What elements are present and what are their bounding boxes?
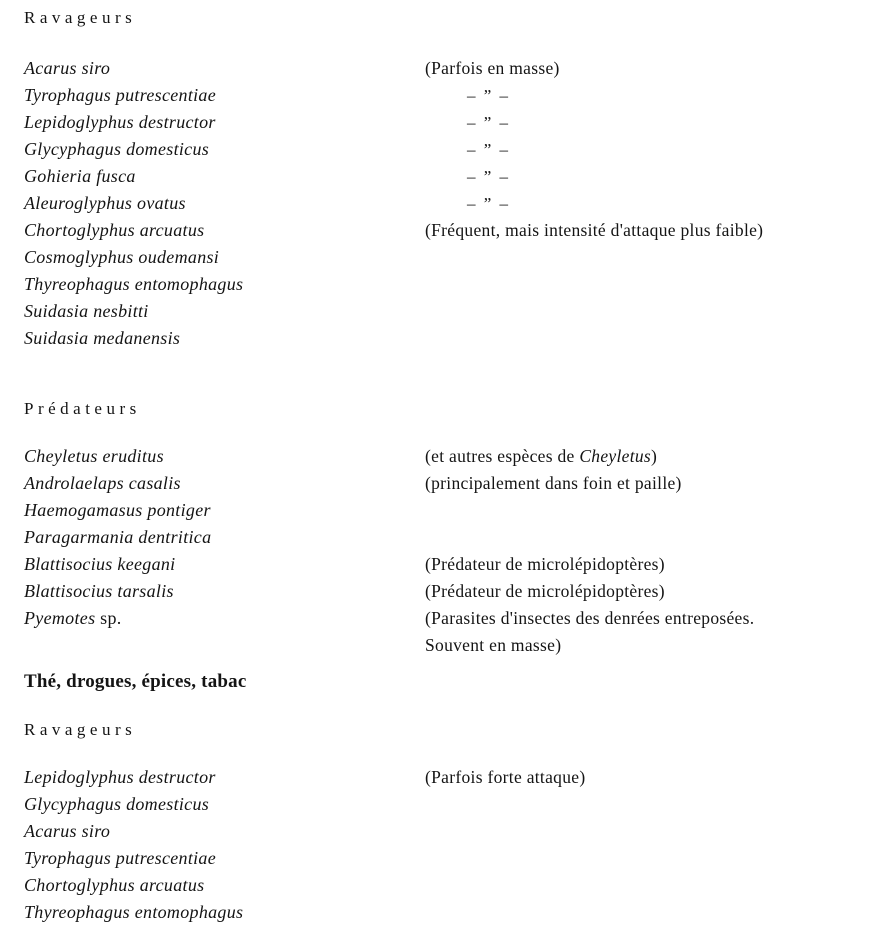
species-row [24,470,858,497]
section-header-ravageurs-2: Ravageurs [24,720,137,739]
species-name: Chortoglyphus arcuatus [24,875,205,895]
species-name: Aleuroglyphus ovatus [24,193,186,213]
species-name: Acarus siro [24,821,111,841]
species-row [24,551,858,578]
species-row [24,497,858,524]
section-header-ravageurs-1: Ravageurs [24,8,137,27]
species-row [24,443,858,470]
species-row [24,217,858,244]
species-note: (Parfois forte attaque) [425,767,586,787]
species-row [24,325,858,352]
species-name: Thyreophagus entomophagus [24,902,244,922]
species-name: Lepidoglyphus destructor [24,767,216,787]
species-name: Blattisocius keegani [24,554,176,574]
species-name: Haemogamasus pontiger [24,500,211,520]
commodity-header-the-drogues-epices-tabac: Thé, drogues, épices, tabac [24,671,247,692]
species-row [24,899,858,926]
section-header-predateurs: Prédateurs [24,399,141,418]
species-name: Acarus siro [24,58,111,78]
species-genus-italic: Pyemotes [24,608,96,628]
species-row [24,271,858,298]
species-row [24,82,858,109]
species-name: Cheyletus eruditus [24,446,164,466]
species-row [24,578,858,605]
species-name: Androlaelaps casalis [24,473,181,493]
species-row [24,109,858,136]
species-row [24,190,858,217]
note-italic-genus: Cheyletus [579,446,652,466]
note-line-1: (Parasites d'insectes des denrées entreposées. [425,608,755,628]
species-name: Glycyphagus domesticus [24,794,210,814]
species-row [24,818,858,845]
species-name: Paragarmania dentritica [24,527,212,547]
species-note-multiline [425,605,754,659]
species-name: Suidasia nesbitti [24,301,149,321]
species-note: (Fréquent, mais intensité d'attaque plus faible) [425,220,764,240]
species-row [24,845,858,872]
species-name: Cosmoglyphus oudemansi [24,247,220,267]
species-row [24,791,858,818]
species-name: Suidasia medanensis [24,328,181,348]
species-row [24,872,858,899]
species-name: Tyrophagus putrescentiae [24,85,217,105]
species-note: (Parfois en masse) [425,58,560,78]
note-text: (et autres espèces de [425,446,580,466]
note-line-2: Souvent en masse) [425,635,562,655]
species-note: (principalement dans foin et paille) [425,473,682,493]
species-name: Blattisocius tarsalis [24,581,174,601]
species-name: Glycyphagus domesticus [24,139,210,159]
species-name: Thyreophagus entomophagus [24,274,244,294]
ditto-mark: – ” – [467,194,511,213]
species-name: Gohieria fusca [24,166,136,186]
ditto-mark: – ” – [467,140,511,159]
species-note: (Prédateur de microlépidoptères) [425,554,665,574]
species-name [24,605,425,632]
species-row [24,55,858,82]
species-name: Chortoglyphus arcuatus [24,220,205,240]
ditto-mark: – ” – [467,167,511,186]
species-note [425,443,657,470]
species-row [24,163,858,190]
species-row [24,605,858,659]
species-row [24,298,858,325]
species-row [24,244,858,271]
species-sp-abbrev: sp. [95,608,122,628]
species-row [24,136,858,163]
species-note: (Prédateur de microlépidoptères) [425,581,665,601]
species-row [24,524,858,551]
species-name: Lepidoglyphus destructor [24,112,216,132]
ditto-mark: – ” – [467,113,511,132]
ditto-mark: – ” – [467,86,511,105]
species-name: Tyrophagus putrescentiae [24,848,217,868]
species-row [24,764,858,791]
note-text: ) [651,446,658,466]
